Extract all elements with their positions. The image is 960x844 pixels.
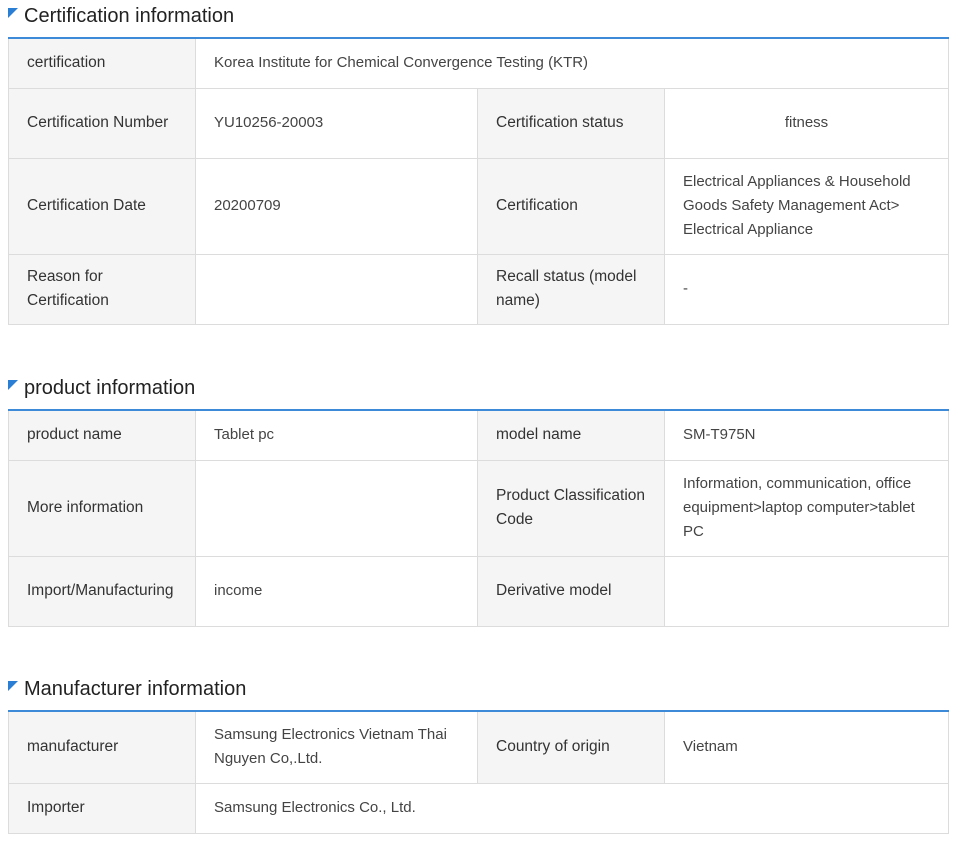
product-table [8,409,949,627]
reason-label: Reason for Certification [9,254,196,324]
section-marker-icon [8,380,18,390]
country-of-origin-value: Vietnam [665,711,949,783]
import-manufacturing-value: income [196,556,478,626]
product-section-title-text: product information [24,376,196,399]
table-row [9,158,949,254]
derivative-model-label: Derivative model [478,556,665,626]
certification-type-value: Electrical Appliances & Household Goods Safety Management Act> Electrical Appliance [665,158,949,254]
more-information-label: More information [9,460,196,556]
table-row [9,556,949,626]
certification-section-title [8,2,234,30]
table-row [9,88,949,158]
recall-status-label: Recall status (model name) [478,254,665,324]
table-row [9,38,949,88]
certification-number-label: Certification Number [9,88,196,158]
section-marker-icon [8,681,18,691]
certification-section-title-text: Certification information [24,4,235,27]
product-section-title [8,374,195,402]
manufacturer-label: manufacturer [9,711,196,783]
model-name-value: SM-T975N [665,410,949,460]
manufacturer-section-title [8,675,246,703]
certification-table [8,37,949,325]
certification-label: certification [9,38,196,88]
manufacturer-value: Samsung Electronics Vietnam Thai Nguyen Co,.Ltd. [196,711,478,783]
table-row [9,711,949,783]
reason-value [196,254,478,324]
table-row [9,460,949,556]
product-name-value: Tablet pc [196,410,478,460]
recall-status-value: - [665,254,949,324]
certification-date-label: Certification Date [9,158,196,254]
certification-status-label: Certification status [478,88,665,158]
derivative-model-value [665,556,949,626]
certification-status-value: fitness [665,88,949,158]
classification-code-value: Information, communication, office equipment>laptop computer>tablet PC [665,460,949,556]
section-marker-icon [8,8,18,18]
table-row [9,254,949,324]
importer-label: Importer [9,783,196,833]
product-name-label: product name [9,410,196,460]
table-row [9,410,949,460]
model-name-label: model name [478,410,665,460]
more-information-value [196,460,478,556]
certification-value: Korea Institute for Chemical Convergence Testing (KTR) [196,38,949,88]
manufacturer-section-title-text: Manufacturer information [24,677,247,700]
manufacturer-table [8,710,949,834]
certification-number-value: YU10256-20003 [196,88,478,158]
certification-date-value: 20200709 [196,158,478,254]
import-manufacturing-label: Import/Manufacturing [9,556,196,626]
importer-value: Samsung Electronics Co., Ltd. [196,783,949,833]
classification-code-label: Product Classification Code [478,460,665,556]
certification-type-label: Certification [478,158,665,254]
country-of-origin-label: Country of origin [478,711,665,783]
table-row [9,783,949,833]
